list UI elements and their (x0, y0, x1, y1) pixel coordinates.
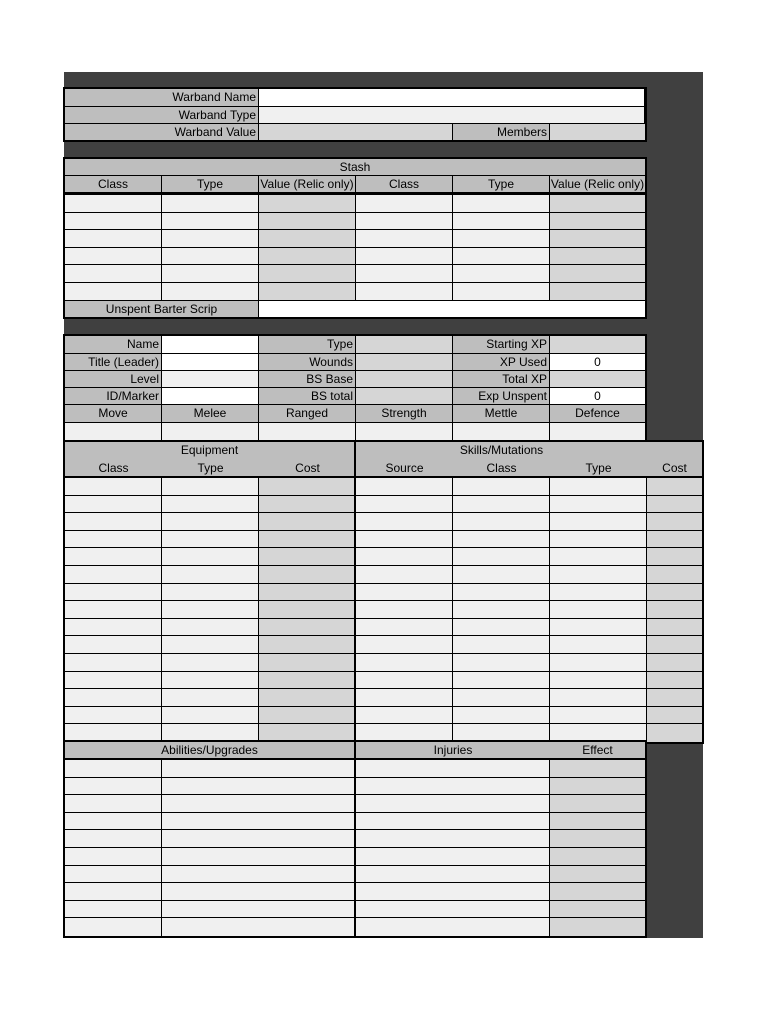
skills-row-cell[interactable] (356, 513, 453, 531)
skills-row-cell[interactable] (550, 478, 647, 496)
skills-row-cell[interactable] (550, 566, 647, 584)
xp-used-label: XP Used (453, 354, 550, 371)
member-type-label: Type (259, 336, 356, 354)
total-xp-label: Total XP (453, 371, 550, 388)
abilities-injuries-row (65, 918, 645, 936)
skills-row (356, 584, 702, 602)
abilities-injuries-row-cell[interactable] (162, 830, 356, 848)
skills-row-cell[interactable] (647, 548, 702, 566)
abilities-injuries-row-cell[interactable] (356, 848, 550, 866)
equipment-row-cell[interactable] (162, 548, 259, 566)
skills-row-cell[interactable] (550, 707, 647, 725)
skills-row-cell[interactable] (550, 601, 647, 619)
abilities-injuries-row-cell[interactable] (550, 866, 645, 884)
equipment-row-cell[interactable] (65, 654, 162, 672)
stash-row-cell[interactable] (259, 230, 356, 248)
skills-row-cell[interactable] (356, 478, 453, 496)
abilities-injuries-row-cell[interactable] (65, 901, 162, 919)
stash-row-cell[interactable] (65, 213, 162, 231)
warband-value-label: Warband Value (65, 124, 259, 140)
abilities-injuries-rows (65, 760, 645, 936)
stash-row-cell[interactable] (259, 248, 356, 266)
stash-row-cell[interactable] (162, 213, 259, 231)
equipment-row-cell[interactable] (162, 619, 259, 637)
skills-row-cell[interactable] (453, 531, 550, 549)
member-bs-base-label: BS Base (259, 371, 356, 388)
equipment-row (65, 513, 354, 531)
equipment-row-cell[interactable] (259, 707, 354, 725)
member-bs-total-label: BS total (259, 388, 356, 405)
warband-type-label: Warband Type (65, 107, 259, 124)
skills-row (356, 619, 702, 637)
equipment-row (65, 654, 354, 672)
equipment-row-cell[interactable] (65, 707, 162, 725)
member-type-field (356, 336, 453, 354)
stash-row-cell[interactable] (453, 265, 550, 283)
skills-row-cell[interactable] (356, 601, 453, 619)
skills-row-cell[interactable] (453, 601, 550, 619)
equipment-col-type: Type (197, 461, 224, 475)
skills-row-cell[interactable] (453, 654, 550, 672)
equipment-row-cell[interactable] (65, 531, 162, 549)
stat-defence-field[interactable] (550, 423, 645, 440)
stash-row-cell[interactable] (356, 213, 453, 231)
equipment-title: Equipment (180, 443, 239, 457)
equipment-row-cell[interactable] (162, 601, 259, 619)
skills-row-cell[interactable] (647, 584, 702, 602)
stat-strength-label: Strength (356, 405, 453, 423)
warband-name-field[interactable] (259, 89, 645, 107)
skills-row (356, 707, 702, 725)
skills-row-cell[interactable] (550, 654, 647, 672)
skills-rows (356, 478, 702, 742)
equipment-row-cell[interactable] (162, 636, 259, 654)
stash-row-cell[interactable] (65, 195, 162, 213)
equipment-row-cell[interactable] (65, 513, 162, 531)
stash-row-cell[interactable] (259, 265, 356, 283)
equipment-row-cell[interactable] (65, 548, 162, 566)
abilities-injuries-row-cell[interactable] (65, 795, 162, 813)
skills-row-cell[interactable] (356, 496, 453, 514)
abilities-injuries-row (65, 813, 645, 831)
equipment-row-cell[interactable] (162, 513, 259, 531)
skills-col-type: Type (585, 461, 612, 475)
abilities-injuries-row-cell[interactable] (65, 866, 162, 884)
stash-row (65, 195, 645, 213)
skills-row-cell[interactable] (550, 636, 647, 654)
stash-row-cell[interactable] (453, 283, 550, 301)
skills-row-cell[interactable] (647, 689, 702, 707)
abilities-injuries-row-cell[interactable] (162, 795, 356, 813)
skills-row-cell[interactable] (647, 478, 702, 496)
skills-row-cell[interactable] (453, 619, 550, 637)
abilities-injuries-row (65, 795, 645, 813)
skills-row-cell[interactable] (453, 584, 550, 602)
skills-row-cell[interactable] (453, 548, 550, 566)
abilities-injuries-row-cell[interactable] (65, 883, 162, 901)
skills-title: Skills/Mutations (459, 443, 544, 457)
skills-row-cell[interactable] (550, 672, 647, 690)
stash-col-type-1: Type (162, 176, 259, 193)
abilities-injuries-row-cell[interactable] (356, 883, 550, 901)
skills-row-cell[interactable] (453, 566, 550, 584)
member-wounds-label: Wounds (259, 354, 356, 371)
stash-row-cell[interactable] (550, 213, 645, 231)
skills-row (356, 531, 702, 549)
skills-row-cell[interactable] (453, 707, 550, 725)
abilities-injuries-row-cell[interactable] (550, 813, 645, 831)
stat-strength-field[interactable] (356, 423, 453, 440)
equipment-row-cell[interactable] (65, 584, 162, 602)
stash-rows (65, 193, 645, 299)
equipment-rows (65, 478, 354, 742)
skills-row-cell[interactable] (647, 672, 702, 690)
warband-name-label: Warband Name (65, 89, 259, 107)
abilities-injuries-row-cell[interactable] (162, 883, 356, 901)
abilities-injuries-row-cell[interactable] (550, 795, 645, 813)
stat-melee-label: Melee (162, 405, 259, 423)
equipment-row-cell[interactable] (259, 689, 354, 707)
abilities-injuries-row (65, 848, 645, 866)
member-table (63, 334, 647, 442)
stash-row-cell[interactable] (453, 248, 550, 266)
skills-row-cell[interactable] (356, 654, 453, 672)
stash-row-cell[interactable] (453, 195, 550, 213)
stash-row-cell[interactable] (162, 248, 259, 266)
abilities-injuries-row-cell[interactable] (356, 901, 550, 919)
abilities-injuries-row (65, 866, 645, 884)
equipment-row-cell[interactable] (162, 654, 259, 672)
stat-mettle-label: Mettle (453, 405, 550, 423)
warband-value-field (259, 124, 453, 140)
abilities-injuries-row-cell[interactable] (550, 901, 645, 919)
equipment-row-cell[interactable] (259, 672, 354, 690)
stash-row-cell[interactable] (162, 265, 259, 283)
skills-row-cell[interactable] (550, 496, 647, 514)
abilities-injuries-row-cell[interactable] (65, 848, 162, 866)
member-bs-total-field (356, 388, 453, 405)
stash-row (65, 283, 645, 301)
skills-row-cell[interactable] (647, 496, 702, 514)
abilities-injuries-row (65, 778, 645, 796)
equipment-row-cell[interactable] (162, 672, 259, 690)
skills-row (356, 496, 702, 514)
stat-ranged-label: Ranged (259, 405, 356, 423)
member-id-label: ID/Marker (65, 388, 162, 405)
members-label: Members (453, 124, 550, 140)
abilities-injuries-table (63, 740, 647, 938)
skills-row-cell[interactable] (647, 724, 702, 742)
equipment-row-cell[interactable] (65, 601, 162, 619)
equipment-row-cell[interactable] (259, 601, 354, 619)
equipment-row (65, 566, 354, 584)
abilities-injuries-row-cell[interactable] (356, 830, 550, 848)
skills-row-cell[interactable] (356, 636, 453, 654)
equipment-row (65, 531, 354, 549)
stash-row-cell[interactable] (162, 283, 259, 301)
stash-row-cell[interactable] (356, 248, 453, 266)
equipment-row-cell[interactable] (259, 496, 354, 514)
equipment-col-class: Class (98, 461, 129, 475)
equipment-row-cell[interactable] (65, 619, 162, 637)
skills-row-cell[interactable] (647, 566, 702, 584)
equipment-row (65, 619, 354, 637)
equipment-row-cell[interactable] (259, 636, 354, 654)
skills-row-cell[interactable] (550, 531, 647, 549)
member-name-label: Name (65, 336, 162, 354)
equipment-row-cell[interactable] (259, 531, 354, 549)
skills-row-cell[interactable] (356, 619, 453, 637)
stat-mettle-field[interactable] (453, 423, 550, 440)
skills-row-cell[interactable] (647, 654, 702, 672)
stash-title: Stash (65, 159, 645, 176)
stash-row-cell[interactable] (162, 230, 259, 248)
stash-row-cell[interactable] (356, 195, 453, 213)
equipment-row-cell[interactable] (65, 478, 162, 496)
skills-row-cell[interactable] (356, 707, 453, 725)
skills-row (356, 548, 702, 566)
abilities-title: Abilities/Upgrades (65, 742, 356, 760)
stash-row-cell[interactable] (259, 195, 356, 213)
stash-row-cell[interactable] (453, 213, 550, 231)
abilities-injuries-row (65, 830, 645, 848)
equipment-row-cell[interactable] (162, 496, 259, 514)
stash-row-cell[interactable] (356, 283, 453, 301)
skills-row (356, 672, 702, 690)
equipment-row (65, 478, 354, 496)
equipment-col-cost: Cost (295, 461, 320, 475)
equipment-row-cell[interactable] (65, 566, 162, 584)
warband-info-table (63, 87, 647, 142)
skills-row-cell[interactable] (453, 496, 550, 514)
stash-row-cell[interactable] (453, 230, 550, 248)
injuries-effect-label: Effect (582, 743, 613, 757)
stash-col-value-1: Value (Relic only) (259, 176, 356, 193)
abilities-injuries-row (65, 901, 645, 919)
skills-col-source: Source (385, 461, 424, 475)
stash-row (65, 230, 645, 248)
equipment-row-cell[interactable] (259, 548, 354, 566)
abilities-injuries-row-cell[interactable] (550, 778, 645, 796)
abilities-injuries-row (65, 883, 645, 901)
stash-row-cell[interactable] (65, 265, 162, 283)
skills-row (356, 478, 702, 496)
stat-move-field[interactable] (65, 423, 162, 440)
skills-row-cell[interactable] (550, 584, 647, 602)
equipment-row-cell[interactable] (259, 513, 354, 531)
skills-row-cell[interactable] (550, 689, 647, 707)
skills-row-cell[interactable] (453, 478, 550, 496)
stat-defence-label: Defence (550, 405, 645, 423)
abilities-injuries-row-cell[interactable] (162, 778, 356, 796)
skills-row (356, 601, 702, 619)
skills-row-cell[interactable] (647, 707, 702, 725)
skills-row-cell[interactable] (550, 548, 647, 566)
abilities-injuries-row (65, 760, 645, 778)
equipment-row-cell[interactable] (162, 689, 259, 707)
stash-row-cell[interactable] (550, 283, 645, 301)
equipment-row-cell[interactable] (259, 619, 354, 637)
stash-row-cell[interactable] (550, 195, 645, 213)
stat-move-label: Move (65, 405, 162, 423)
skills-row-cell[interactable] (356, 531, 453, 549)
xp-used-value: 0 (550, 354, 645, 371)
equipment-row-cell[interactable] (65, 689, 162, 707)
abilities-injuries-row-cell[interactable] (356, 918, 550, 936)
total-xp-field (550, 371, 645, 388)
exp-unspent-label: Exp Unspent (453, 388, 550, 405)
equipment-table (63, 440, 356, 744)
abilities-injuries-row-cell[interactable] (356, 813, 550, 831)
abilities-injuries-row-cell[interactable] (550, 918, 645, 936)
equipment-row-cell[interactable] (65, 672, 162, 690)
member-title-label: Title (Leader) (65, 354, 162, 371)
skills-row-cell[interactable] (647, 531, 702, 549)
abilities-injuries-row-cell[interactable] (356, 778, 550, 796)
stash-row-cell[interactable] (356, 230, 453, 248)
injuries-title: Injuries (433, 743, 473, 757)
skills-row-cell[interactable] (356, 584, 453, 602)
stash-row-cell[interactable] (65, 283, 162, 301)
unspent-barter-scrip-label: Unspent Barter Scrip (65, 300, 259, 317)
abilities-injuries-row-cell[interactable] (65, 813, 162, 831)
skills-row-cell[interactable] (356, 548, 453, 566)
member-id-field[interactable] (162, 388, 259, 405)
equipment-row (65, 672, 354, 690)
unspent-barter-scrip-field[interactable] (259, 300, 645, 317)
equipment-row-cell[interactable] (259, 584, 354, 602)
equipment-row (65, 636, 354, 654)
equipment-row (65, 707, 354, 725)
abilities-injuries-row-cell[interactable] (550, 883, 645, 901)
equipment-row-cell[interactable] (162, 478, 259, 496)
stash-col-class-2: Class (356, 176, 453, 193)
skills-row-cell[interactable] (356, 566, 453, 584)
equipment-row-cell[interactable] (162, 584, 259, 602)
skills-table (354, 440, 704, 744)
stash-row-cell[interactable] (162, 195, 259, 213)
abilities-injuries-row-cell[interactable] (65, 778, 162, 796)
starting-xp-field (550, 336, 645, 354)
stash-row (65, 213, 645, 231)
skills-row-cell[interactable] (647, 513, 702, 531)
skills-col-cost: Cost (662, 461, 687, 475)
skills-row-cell[interactable] (647, 636, 702, 654)
abilities-injuries-row-cell[interactable] (550, 830, 645, 848)
equipment-row (65, 601, 354, 619)
stash-row-cell[interactable] (65, 230, 162, 248)
stash-col-type-2: Type (453, 176, 550, 193)
member-level-label: Level (65, 371, 162, 388)
equipment-row (65, 496, 354, 514)
member-name-field[interactable] (162, 336, 259, 354)
member-wounds-field (356, 354, 453, 371)
abilities-injuries-row-cell[interactable] (356, 866, 550, 884)
skills-row (356, 636, 702, 654)
skills-row-cell[interactable] (550, 513, 647, 531)
skills-row (356, 566, 702, 584)
abilities-injuries-row-cell[interactable] (356, 760, 550, 778)
equipment-row-cell[interactable] (259, 478, 354, 496)
abilities-injuries-row-cell[interactable] (356, 795, 550, 813)
skills-row-cell[interactable] (356, 689, 453, 707)
stash-row (65, 248, 645, 266)
member-level-field[interactable] (162, 371, 259, 388)
members-field (550, 124, 645, 140)
skills-row-cell[interactable] (453, 689, 550, 707)
skills-row-cell[interactable] (453, 636, 550, 654)
abilities-injuries-row-cell[interactable] (162, 813, 356, 831)
stash-row (65, 265, 645, 283)
stash-row-cell[interactable] (550, 248, 645, 266)
skills-row (356, 689, 702, 707)
stash-row-cell[interactable] (259, 283, 356, 301)
abilities-injuries-row-cell[interactable] (162, 848, 356, 866)
stash-row-cell[interactable] (259, 213, 356, 231)
skills-row (356, 513, 702, 531)
abilities-injuries-row-cell[interactable] (162, 866, 356, 884)
skills-row-cell[interactable] (356, 672, 453, 690)
starting-xp-label: Starting XP (453, 336, 550, 354)
equipment-row-cell[interactable] (259, 654, 354, 672)
equipment-row (65, 584, 354, 602)
equipment-row-cell[interactable] (162, 566, 259, 584)
equipment-row-cell[interactable] (65, 636, 162, 654)
equipment-row-cell[interactable] (259, 566, 354, 584)
equipment-row-cell[interactable] (162, 531, 259, 549)
warband-type-field[interactable] (259, 107, 645, 124)
equipment-row-cell[interactable] (162, 707, 259, 725)
equipment-row-cell[interactable] (65, 496, 162, 514)
stash-row-cell[interactable] (356, 265, 453, 283)
abilities-injuries-row-cell[interactable] (162, 901, 356, 919)
abilities-injuries-row-cell[interactable] (65, 760, 162, 778)
stash-table (63, 157, 647, 319)
equipment-row (65, 689, 354, 707)
skills-col-class: Class (486, 461, 517, 475)
stash-col-value-2: Value (Relic only) (550, 177, 645, 191)
equipment-row (65, 548, 354, 566)
stash-col-class-1: Class (65, 176, 162, 193)
stat-melee-field[interactable] (162, 423, 259, 440)
stat-ranged-field[interactable] (259, 423, 356, 440)
member-bs-base-field (356, 371, 453, 388)
abilities-injuries-row-cell[interactable] (550, 848, 645, 866)
stash-row-cell[interactable] (550, 265, 645, 283)
skills-row-cell[interactable] (453, 513, 550, 531)
skills-row-cell[interactable] (453, 672, 550, 690)
skills-row-cell[interactable] (550, 619, 647, 637)
abilities-injuries-row-cell[interactable] (162, 918, 356, 936)
stash-row-cell[interactable] (550, 230, 645, 248)
abilities-injuries-row-cell[interactable] (550, 760, 645, 778)
abilities-injuries-row-cell[interactable] (65, 918, 162, 936)
abilities-injuries-row-cell[interactable] (162, 760, 356, 778)
skills-row-cell[interactable] (647, 619, 702, 637)
skills-row-cell[interactable] (647, 601, 702, 619)
stash-row-cell[interactable] (65, 248, 162, 266)
member-title-field[interactable] (162, 354, 259, 371)
skills-row (356, 654, 702, 672)
abilities-injuries-row-cell[interactable] (65, 830, 162, 848)
exp-unspent-value: 0 (550, 388, 645, 405)
